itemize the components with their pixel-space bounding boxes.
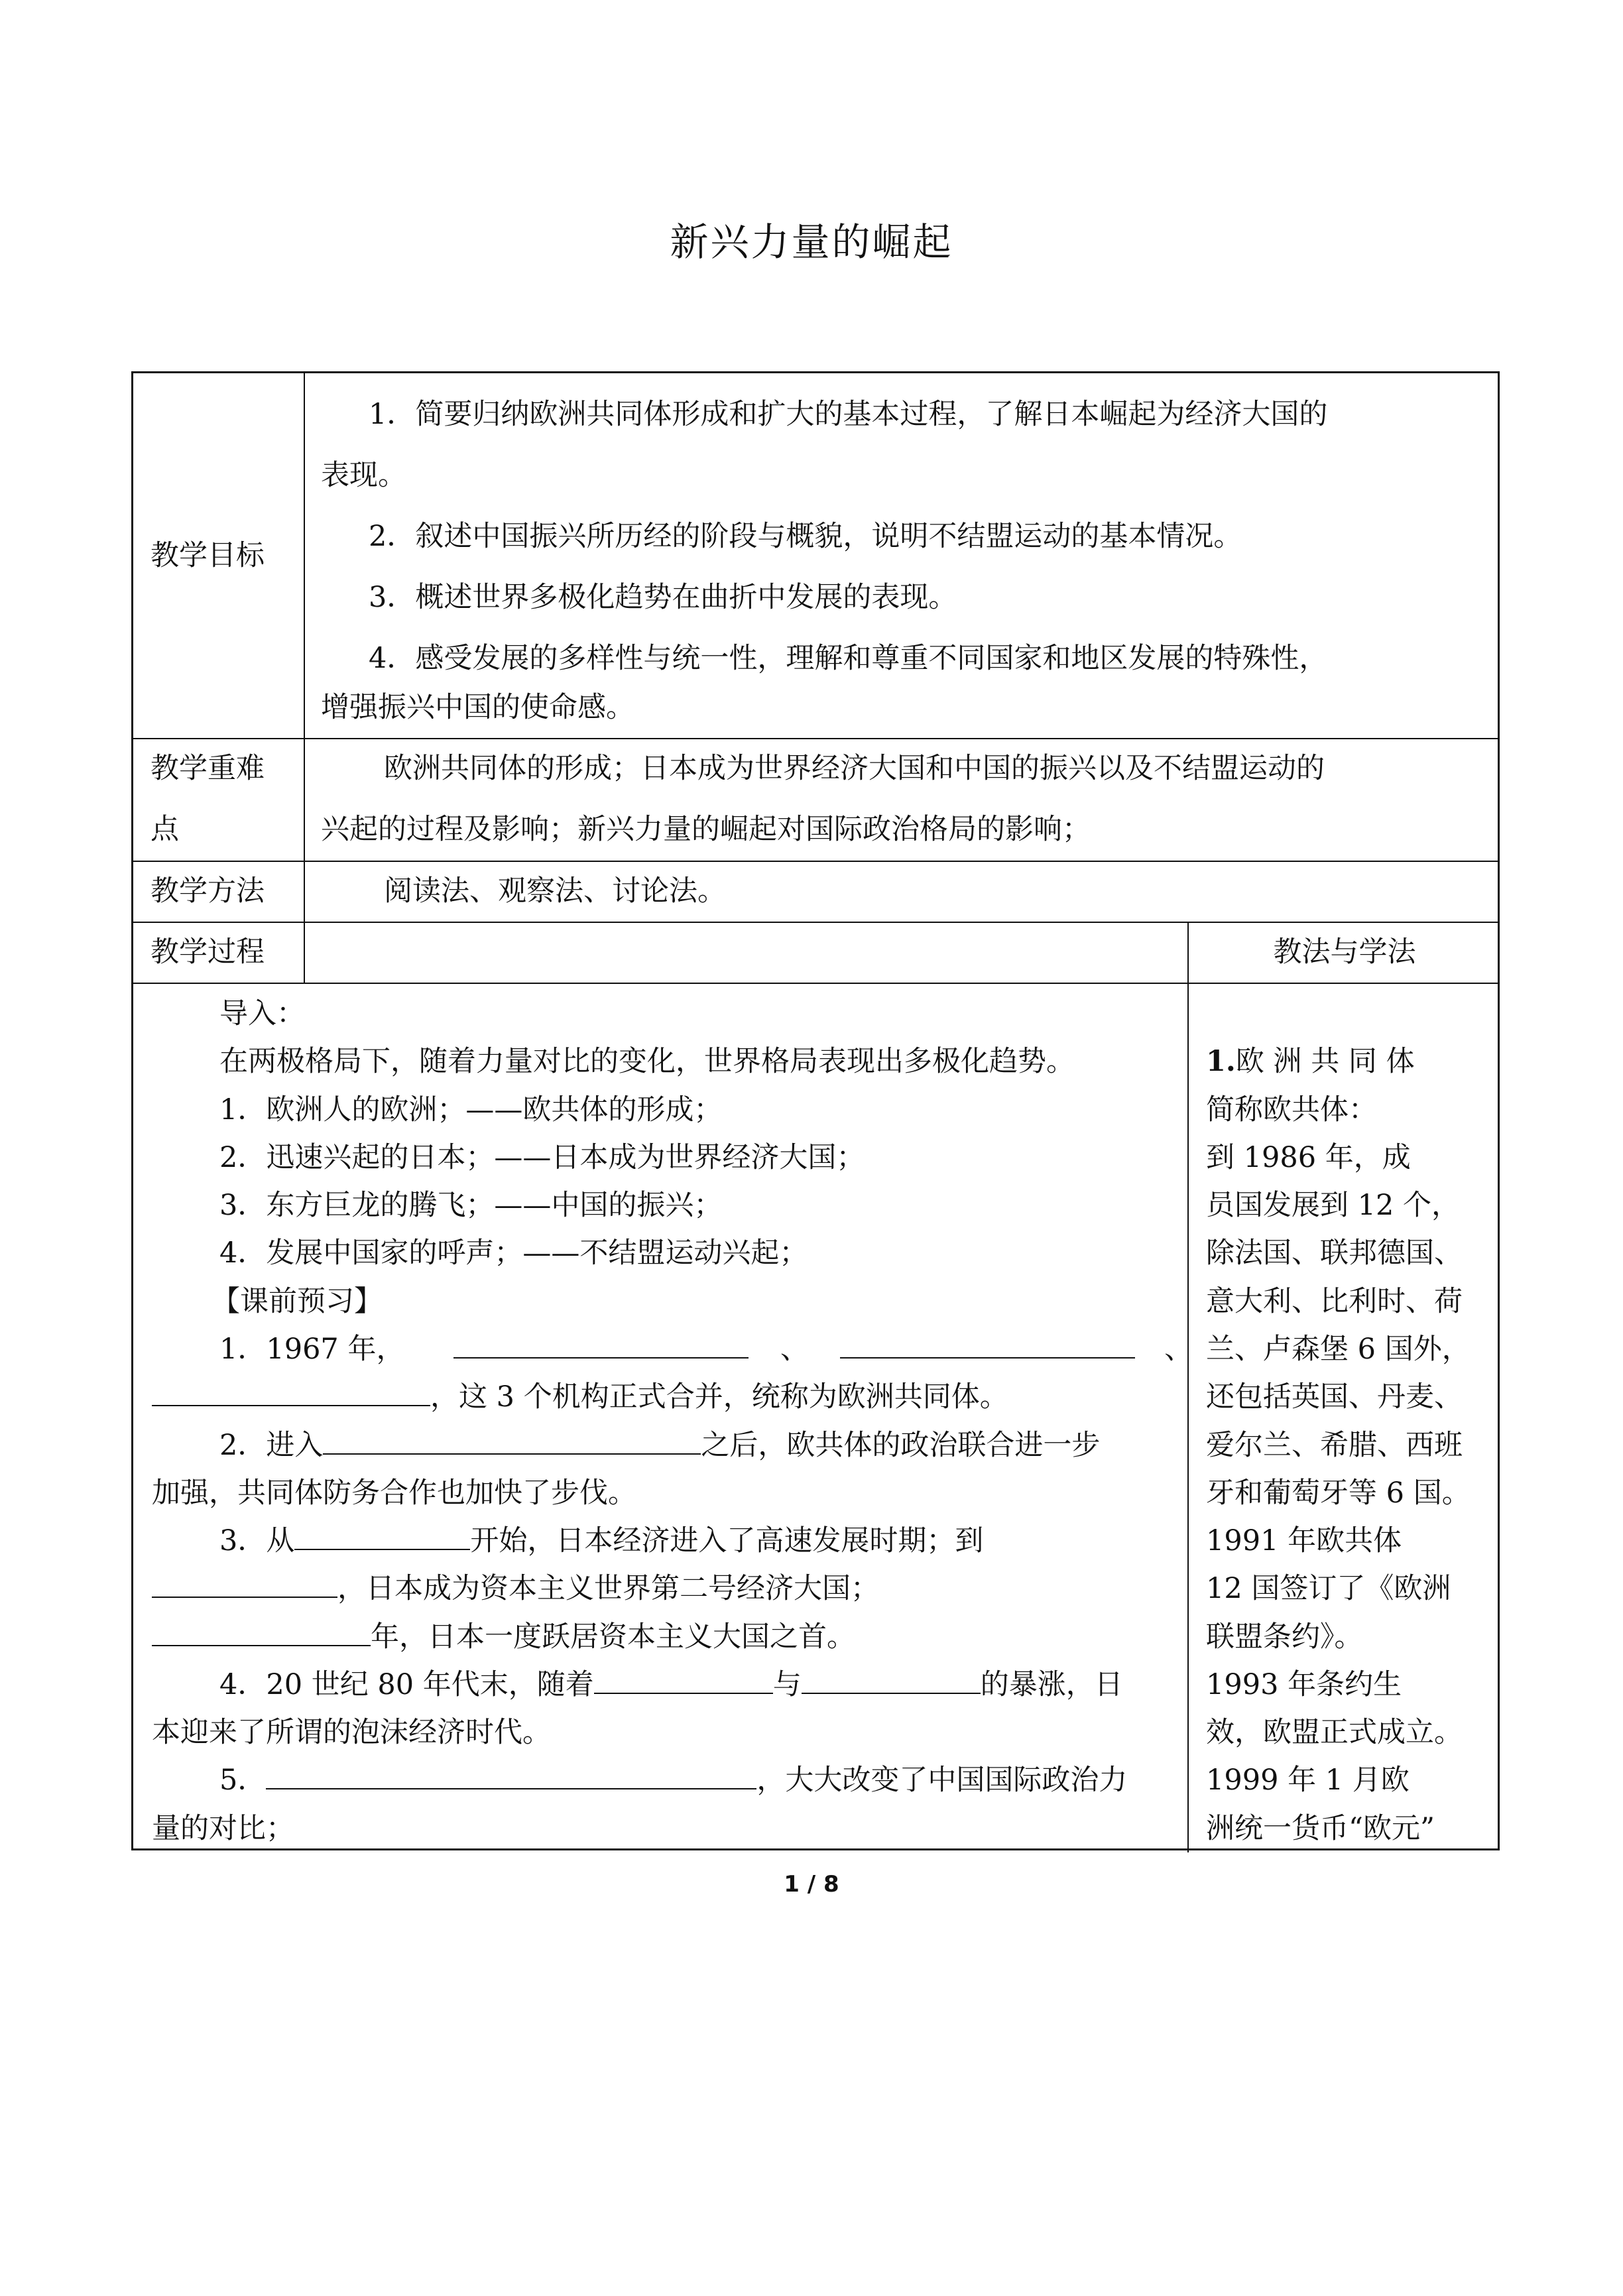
question-4-text: 4．20 世纪 80 年代末，随着 — [219, 1667, 594, 1701]
method-label: 教学方法 — [150, 875, 265, 908]
difficulty-label-line-2: 点 — [150, 813, 179, 846]
question-2-text: 之后，欧共体的政治联合进一步 — [701, 1428, 1101, 1462]
side-header: 教法与学法 — [1273, 936, 1416, 969]
question-1-separator: 、 — [1164, 1332, 1193, 1366]
question-3-text: 3．从 — [219, 1524, 295, 1558]
side-note-text: 简称欧共体： — [1206, 1093, 1377, 1126]
side-note-text: 欧 洲 共 同 体 — [1235, 1045, 1415, 1079]
side-note-text: 到 1986 年，成 — [1206, 1140, 1411, 1174]
side-note-text: 员国发展到 12 个， — [1206, 1189, 1461, 1223]
side-note-text: 联盟条约》。 — [1206, 1620, 1363, 1654]
side-note-text: 1991 年欧共体 — [1206, 1524, 1402, 1558]
question-1-text: ，这 3 个机构正式合并，统称为欧洲共同体。 — [430, 1380, 1008, 1414]
difficulty-line: 兴起的过程及影响；新兴力量的崛起对国际政治格局的影响； — [321, 813, 1091, 846]
question-4-text: 的暴涨，日 — [980, 1667, 1123, 1701]
process-label: 教学过程 — [150, 936, 265, 969]
document-title: 新兴力量的崛起 — [670, 219, 953, 265]
question-1-text: 1．1967 年， — [219, 1332, 405, 1366]
question-3-text: 年，日本一度跃居资本主义大国之首。 — [371, 1620, 855, 1654]
goal-line: 增强振兴中国的使命感。 — [321, 691, 634, 724]
side-note-text: 意大利、比利时、荷 — [1206, 1284, 1463, 1318]
question-2-text: 2．进入 — [219, 1428, 324, 1462]
difficulty-label-line-1: 教学重难 — [150, 752, 265, 785]
question-5-text: ，大大改变了中国国际政治力 — [756, 1764, 1128, 1797]
goals-label: 教学目标 — [150, 539, 265, 572]
side-note-text: 爱尔兰、希腊、西班 — [1206, 1428, 1463, 1462]
goal-line: 3．概述世界多极化趋势在曲折中发展的表现。 — [369, 581, 957, 614]
preview-heading: 【课前预习】 — [211, 1284, 383, 1318]
question-5-text: 量的对比； — [152, 1811, 294, 1845]
goal-line: 1．简要归纳欧洲共同体形成和扩大的基本过程，了解日本崛起为经济大国的 — [369, 398, 1328, 431]
question-3-text: 开始，日本经济进入了高速发展时期；到 — [470, 1524, 984, 1558]
intro-text: 导入： — [219, 997, 305, 1030]
side-note-text: 1993 年条约生 — [1206, 1667, 1402, 1701]
question-2-line-2: 加强，共同体防务合作也加快了步伐。 — [152, 1476, 636, 1510]
goal-line: 4．感受发展的多样性与统一性，理解和尊重不同国家和地区发展的特殊性， — [369, 642, 1328, 675]
side-note-number: 1. — [1206, 1045, 1236, 1079]
goal-line: 表现。 — [321, 459, 406, 492]
side-note-text: 12 国签订了《欧洲 — [1206, 1572, 1451, 1606]
question-4-text: 本迎来了所谓的泡沫经济时代。 — [152, 1716, 551, 1750]
question-1-separator: 、 — [780, 1332, 809, 1366]
page-number: 1 / 8 — [784, 1871, 839, 1898]
question-5-text: 5． — [219, 1764, 267, 1797]
side-note-text: 1999 年 1 月欧 — [1206, 1764, 1410, 1797]
side-note-text: 兰、卢森堡 6 国外， — [1206, 1332, 1471, 1366]
difficulty-line: 欧洲共同体的形成；日本成为世界经济大国和中国的振兴以及不结盟运动的 — [384, 752, 1325, 785]
side-note-text: 效，欧盟正式成立。 — [1206, 1716, 1463, 1750]
side-note-text: 牙和葡萄牙等 6 国。 — [1206, 1476, 1471, 1510]
topic-line: 2．迅速兴起的日本；——日本成为世界经济大国； — [219, 1140, 865, 1174]
topic-line: 4．发展中国家的呼声；——不结盟运动兴起； — [219, 1237, 808, 1270]
side-note-text: 除法国、联邦德国、 — [1206, 1237, 1463, 1270]
topic-line: 3．东方巨龙的腾飞；——中国的振兴； — [219, 1189, 723, 1223]
side-note-text: 还包括英国、丹麦、 — [1206, 1380, 1463, 1414]
question-4-text: 与 — [772, 1667, 802, 1701]
goal-line: 2．叙述中国振兴所历经的阶段与概貌，说明不结盟运动的基本情况。 — [369, 520, 1242, 553]
question-3-text: ，日本成为资本主义世界第二号经济大国； — [337, 1572, 879, 1606]
side-note-text: 洲统一货币“欧元” — [1206, 1811, 1435, 1845]
topic-line: 1．欧洲人的欧洲；——欧共体的形成； — [219, 1093, 723, 1126]
lead-text: 在两极格局下，随着力量对比的变化，世界格局表现出多极化趋势。 — [219, 1045, 1075, 1079]
method-text: 阅读法、观察法、讨论法。 — [384, 875, 726, 908]
